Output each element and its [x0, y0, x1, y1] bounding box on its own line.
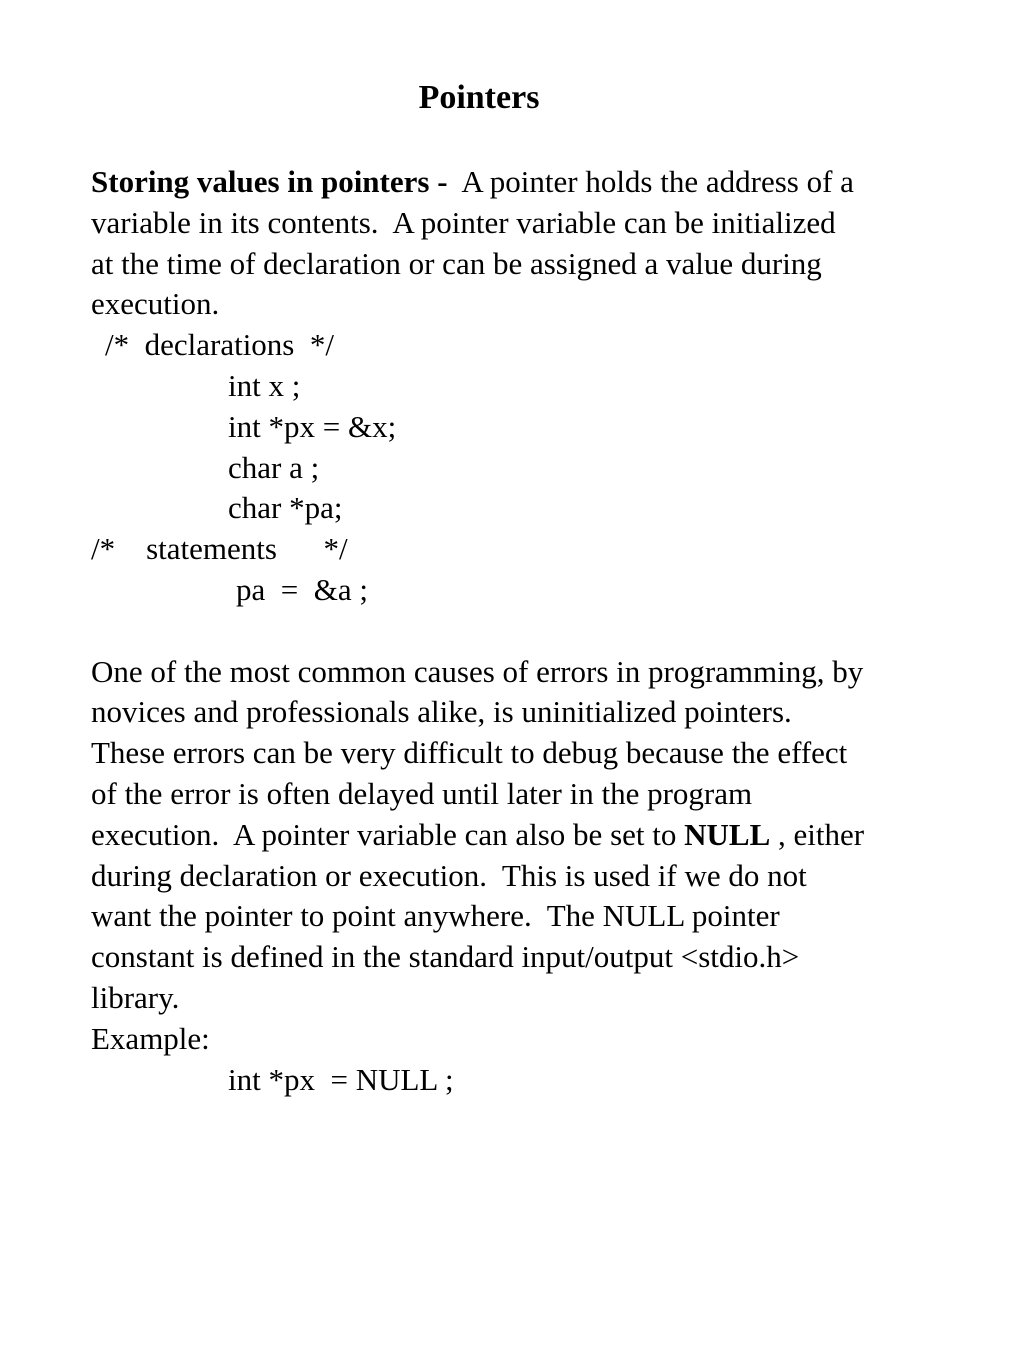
example-code-line: int *px = NULL ;	[228, 1061, 454, 1097]
code-line: char a ;	[228, 449, 320, 485]
code-line: int x ;	[228, 367, 301, 403]
paragraph-text: A pointer holds the address of a	[461, 164, 854, 199]
paragraph-line: library.	[91, 979, 180, 1015]
code-line: pa = &a ;	[236, 571, 368, 607]
paragraph-line: One of the most common causes of errors in programming, by	[91, 653, 864, 689]
paragraph-line: during declaration or execution. This is used if we do not	[91, 857, 807, 893]
code-comment-declarations: /* declarations */	[105, 327, 334, 363]
code-comment-statements: /* statements */	[91, 531, 348, 567]
paragraph-text: execution. A pointer variable can also be set to	[91, 816, 685, 852]
paragraph-line: constant is defined in the standard input/output <stdio.h>	[91, 939, 800, 975]
paragraph-line: variable in its contents. A pointer variable can be initialized	[91, 204, 836, 240]
paragraph-line: at the time of declaration or can be assigned a value during	[91, 245, 822, 281]
paragraph-line	[91, 815, 961, 856]
paragraph-line: want the pointer to point anywhere. The NULL pointer	[91, 898, 780, 934]
page-title: Pointers	[418, 79, 540, 116]
paragraph-text: , either	[770, 816, 865, 852]
section-heading: Storing values in pointers -	[91, 164, 448, 199]
code-line: char *pa;	[228, 490, 343, 526]
paragraph-line: of the error is often delayed until later in the program	[91, 775, 753, 811]
spacer	[91, 611, 961, 652]
paragraph-line	[91, 162, 961, 203]
code-line: int *px = &x;	[228, 408, 397, 444]
example-label: Example:	[91, 1020, 210, 1056]
null-keyword: NULL	[684, 816, 771, 852]
paragraph-line: These errors can be very difficult to debug because the effect	[91, 735, 848, 771]
paragraph-line: novices and professionals alike, is uninitialized pointers.	[91, 694, 792, 730]
paragraph-line: execution.	[91, 286, 220, 322]
document-body	[91, 162, 961, 1100]
